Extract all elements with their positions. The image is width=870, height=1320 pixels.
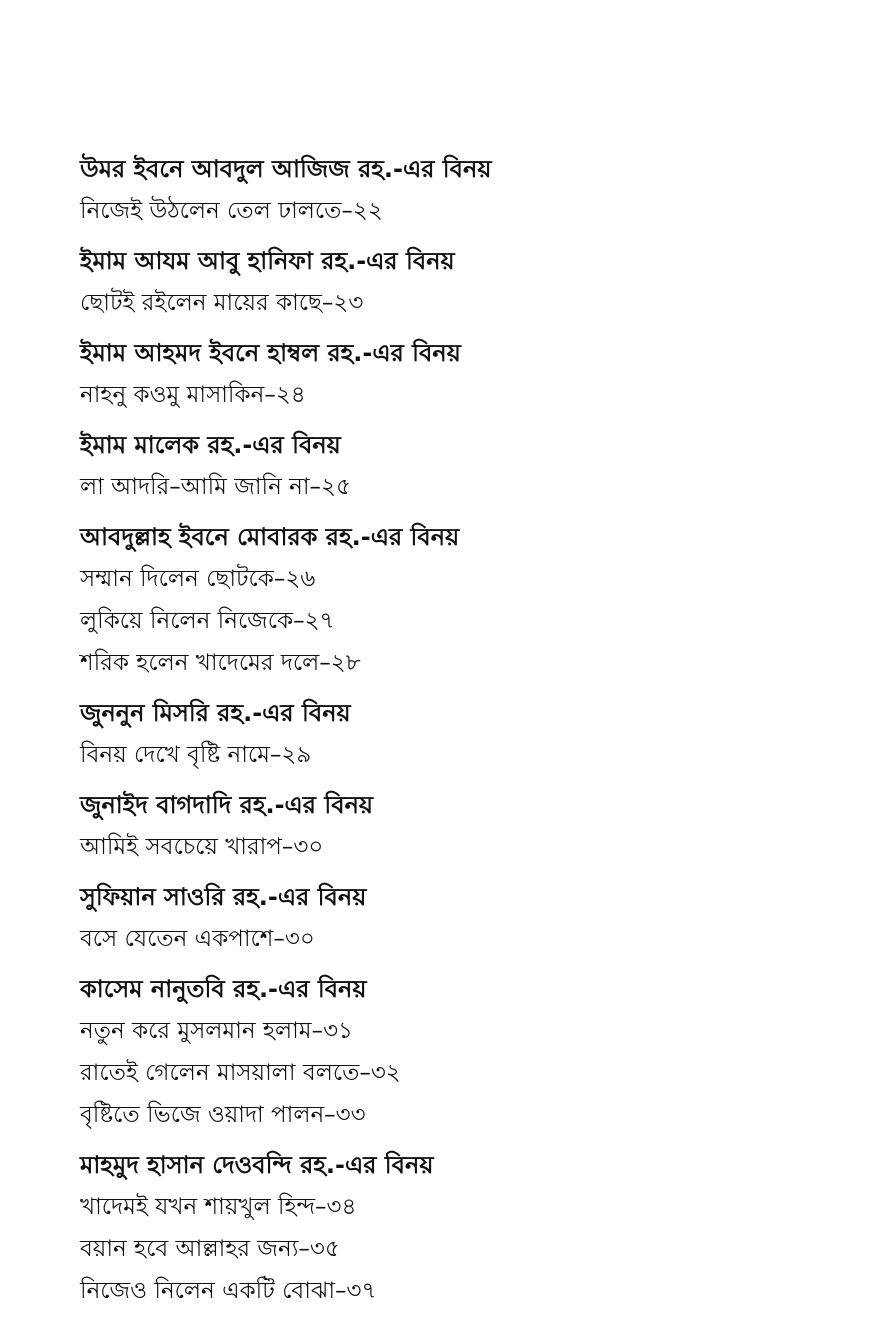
toc-entry: রাতেই গেলেন মাসয়ালা বলতে–৩২ [80,1060,401,1086]
toc-entry: ছোটই রইলেন মায়ের কাছে–২৩ [80,290,364,316]
section-heading: জুনাইদ বাগদাদি রহ.-এর বিনয় [80,791,374,819]
toc-entry: লা আদরি–আমি জানি না–২৫ [80,474,351,500]
toc-entry: সম্মান দিলেন ছোটকে–২৬ [80,566,316,592]
toc-entry: বয়ান হবে আল্লাহর জন্য–৩৫ [80,1236,340,1262]
toc-entry: নাহনু কওমু মাসাকিন–২৪ [80,382,306,408]
toc-entry: নতুন করে মুসলমান হলাম–৩১ [80,1018,353,1044]
toc-entry: বৃষ্টিতে ভিজে ওয়াদা পালন–৩৩ [80,1102,366,1128]
section-heading: সুফিয়ান সাওরি রহ.-এর বিনয় [80,883,367,911]
section-heading: ইমাম মালেক রহ.-এর বিনয় [80,431,341,459]
section-heading: জুননুন মিসরি রহ.-এর বিনয় [80,699,351,727]
section-heading: উমর ইবনে আবদুল আজিজ রহ.-এর বিনয় [80,155,492,183]
toc-section [80,876,840,960]
toc-entry: নিজেই উঠলেন তেল ঢালতে–২২ [80,198,383,224]
toc-entry: লুকিয়ে নিলেন নিজেকে–২৭ [80,608,335,634]
toc-entry: আমিই সবচেয়ে খারাপ–৩০ [80,834,324,860]
toc-section [80,424,840,508]
toc-section [80,332,840,416]
table-of-contents [80,148,840,1320]
toc-section [80,692,840,776]
toc-section [80,240,840,324]
toc-section [80,968,840,1136]
toc-entry: বসে যেতেন একপাশে–৩০ [80,926,315,952]
toc-section [80,516,840,684]
toc-entry: বিনয় দেখে বৃষ্টি নামে–২৯ [80,742,312,768]
section-heading: কাসেম নানুতবি রহ.-এর বিনয় [80,975,367,1003]
toc-entry: খাদেমই যখন শায়খুল হিন্দ–৩৪ [80,1194,357,1220]
toc-entry: শরিক হলেন খাদেমের দলে–২৮ [80,650,361,676]
toc-section [80,1144,840,1312]
toc-section [80,148,840,232]
toc-entry: নিজেও নিলেন একটি বোঝা–৩৭ [80,1278,377,1304]
section-heading: আবদুল্লাহ ইবনে মোবারক রহ.-এর বিনয় [80,523,460,551]
section-heading: ইমাম আহমদ ইবনে হাম্বল রহ.-এর বিনয় [80,339,461,367]
section-heading: ইমাম আযম আবু হানিফা রহ.-এর বিনয় [80,247,455,275]
section-heading: মাহমুদ হাসান দেওবন্দি রহ.-এর বিনয় [80,1151,434,1179]
toc-section [80,784,840,868]
